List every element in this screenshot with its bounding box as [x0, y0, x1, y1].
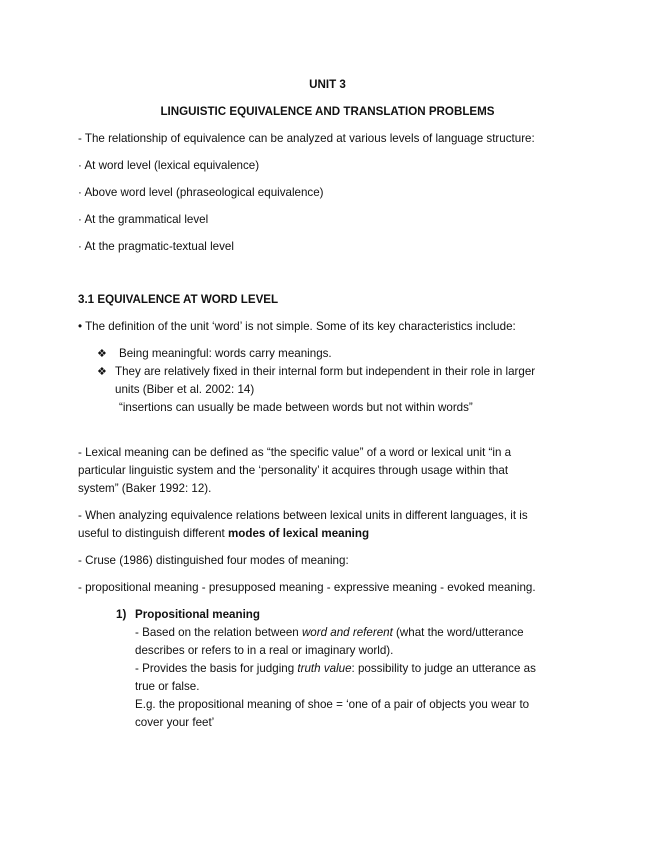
analyzing-line [78, 527, 369, 540]
text-run: : possibility to judge an utterance as [351, 662, 536, 675]
list-number: 1) [116, 608, 127, 621]
lexical-meaning-line: system” (Baker 1992: 12). [78, 482, 212, 495]
analyzing-text: useful to distinguish different [78, 527, 228, 540]
characteristic-quote: “insertions can usually be made between words but not within words” [119, 401, 473, 414]
propositional-line [135, 626, 524, 639]
propositional-line [135, 662, 536, 675]
level-item: · At the pragmatic-textual level [78, 240, 234, 253]
characteristic-item: Being meaningful: words carry meanings. [119, 347, 332, 360]
modes-list: - propositional meaning - presupposed meaning - expressive meaning - evoked meaning. [78, 581, 536, 594]
unit-label: UNIT 3 [309, 78, 346, 91]
level-item: · Above word level (phraseological equivalence) [78, 186, 324, 199]
propositional-line: describes or refers to in a real or imaginary world). [135, 644, 394, 657]
section-heading: 3.1 EQUIVALENCE AT WORD LEVEL [78, 293, 279, 306]
star-bullet-icon: ❖ [97, 366, 107, 378]
document-title: LINGUISTIC EQUIVALENCE AND TRANSLATION PROBLEMS [160, 105, 495, 118]
propositional-example: cover your feet’ [135, 716, 215, 729]
level-item: · At word level (lexical equivalence) [78, 159, 260, 172]
text-run: - Provides the basis for judging [135, 662, 298, 675]
propositional-example: E.g. the propositional meaning of shoe = ‘one of a pair of objects you wear to [135, 698, 530, 711]
analyzing-line: - When analyzing equivalence relations between lexical units in different languages, it is [78, 509, 528, 522]
cruse-line: - Cruse (1986) distinguished four modes of meaning: [78, 554, 349, 567]
level-item: · At the grammatical level [78, 213, 209, 226]
definition-intro: • The definition of the unit ‘word’ is not simple. Some of its key characteristics include: [78, 320, 516, 333]
lexical-meaning-line: - Lexical meaning can be defined as “the specific value” of a word or lexical unit “in a [78, 446, 512, 459]
lexical-meaning-line: particular linguistic system and the ‘personality’ it acquires through usage within that [78, 464, 509, 477]
propositional-heading: Propositional meaning [135, 608, 260, 621]
characteristic-item: They are relatively fixed in their internal form but independent in their role in larger [115, 365, 536, 378]
intro-paragraph: - The relationship of equivalence can be analyzed at various levels of language structure: [78, 132, 535, 145]
text-run: (what the word/utterance [392, 626, 524, 639]
characteristic-item-continued: units (Biber et al. 2002: 14) [115, 383, 255, 396]
italic-run: word and referent [301, 626, 393, 639]
star-bullet-icon: ❖ [97, 348, 107, 360]
italic-run: truth value [297, 662, 352, 675]
modes-of-lexical-meaning: modes of lexical meaning [227, 527, 370, 540]
propositional-line: true or false. [135, 680, 200, 693]
text-run: - Based on the relation between [135, 626, 302, 639]
